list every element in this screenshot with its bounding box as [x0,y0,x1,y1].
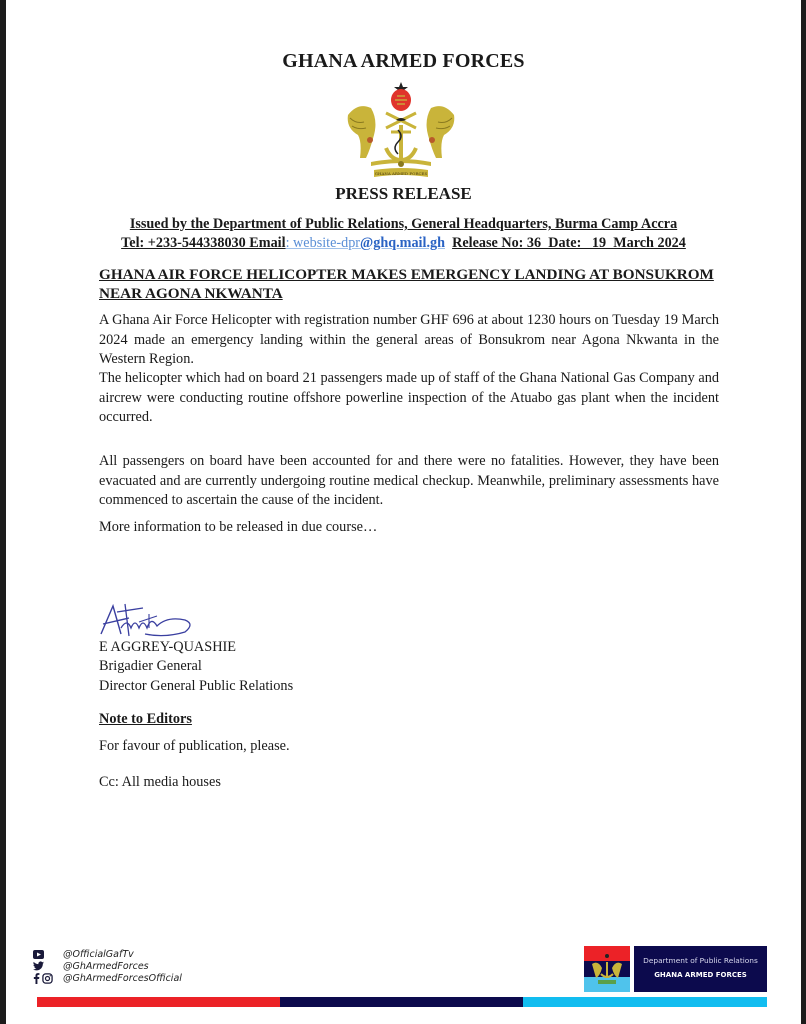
signatory-block [99,638,293,696]
headline: GHANA AIR FORCE HELICOPTER MAKES EMERGENCY LANDING AT BONSUKROM NEAR AGONA NKWANTA [99,266,714,302]
social-twitter: @GhArmedForces [33,960,182,972]
tel-label: Tel: +233-544338030 Email [121,235,286,251]
paragraph-1: A Ghana Air Force Helicopter with registration number GHF 696 at about 1230 hours on Tuesday 19 March 2024 made an emergency landing within the general areas of Bonsukrom near Agona Nkwanta in the Western Region. [99,312,719,367]
svg-text:GHANA ARMED FORCES: GHANA ARMED FORCES [374,171,428,176]
social-handles [33,948,182,984]
armed-forces-crest-icon [336,80,466,180]
note-to-editors-title: Note to Editors [99,711,192,727]
social-facebook-instagram: @GhArmedForcesOfficial [33,972,182,984]
signatory-rank: Brigadier General [99,658,202,675]
signatory-name: E AGGREY-QUASHIE [99,639,237,655]
instagram-icon [42,973,53,984]
email-link[interactable]: : website-dpr@ghq.mail.gh [285,235,445,251]
footer-bar-red [37,997,281,1007]
release-number-date: Release No: 36 Date: 19 March 2024 [452,235,686,251]
twitter-icon [33,961,44,971]
paragraph-3: All passengers on board have been accounted for and there were no fatalities. However, they have been evacuated and are currently undergoing routine medical checkup. Meanwhile, preliminary assessments have commenced to ascertain the cause of the incident. [99,453,719,508]
badge-org: GHANA ARMED FORCES [654,971,747,979]
youtube-icon [33,950,44,959]
dpr-emblem-icon [584,946,630,992]
press-release-title: PRESS RELEASE [335,184,472,203]
footer-bar-navy [280,997,524,1007]
badge-department: Department of Public Relations [643,956,758,965]
paragraph-4: More information to be released in due course… [99,519,378,535]
contact-line [6,235,801,252]
org-title: GHANA ARMED FORCES [282,50,525,72]
issued-by-line: Issued by the Department of Public Relations, General Headquarters, Burma Camp Accra [129,216,678,232]
footer-bar-cyan [523,997,767,1007]
signature-icon [99,596,219,638]
social-youtube: @OfficialGafTv [33,948,182,960]
note-cc-line: Cc: All media houses [99,774,221,790]
signatory-title: Director General Public Relations [99,677,294,694]
facebook-icon [33,973,40,984]
paragraph-2: The helicopter which had on board 21 passengers made up of staff of the Ghana National Gas Company and aircrew were conducting routine offshore powerline inspection of the Atuabo gas plant when the incident occurred. [99,370,719,425]
dpr-badge [634,946,767,992]
press-release-page [6,0,801,1024]
note-publication-line: For favour of publication, please. [99,738,290,754]
